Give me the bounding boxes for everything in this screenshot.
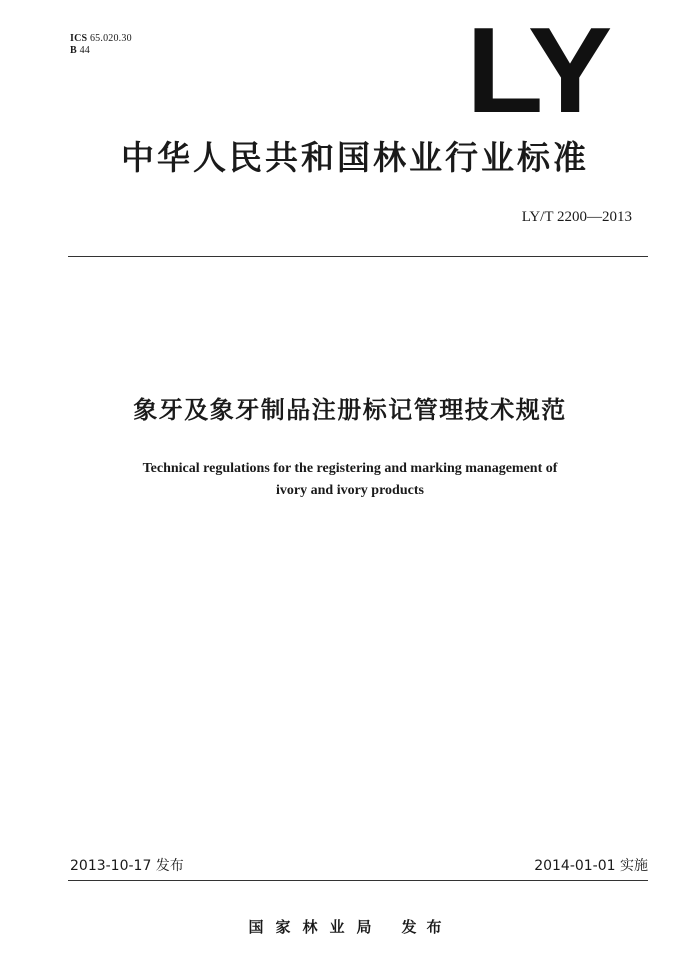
ccs-label: B bbox=[70, 45, 77, 56]
standard-category-title: 中华人民共和国林业行业标准 bbox=[121, 138, 589, 177]
document-title-en bbox=[60, 458, 640, 502]
top-divider bbox=[68, 256, 648, 257]
ly-logo: LY bbox=[466, 2, 609, 138]
document-title-en-line2: ivory and ivory products bbox=[276, 483, 424, 498]
ics-label: ICS bbox=[70, 33, 88, 44]
ics-code: 65.020.30 bbox=[89, 33, 132, 44]
publisher-name: 国家林业局 bbox=[248, 918, 384, 936]
publish-action: 发布 bbox=[401, 918, 452, 936]
publisher-line bbox=[0, 917, 700, 937]
bottom-divider bbox=[68, 880, 648, 881]
document-title-en-line1: Technical regulations for the registering and marking management of bbox=[142, 461, 558, 476]
ccs-code-line bbox=[70, 45, 132, 57]
ccs-code: 44 bbox=[79, 45, 90, 56]
ics-code-line bbox=[70, 33, 132, 45]
classification-codes bbox=[70, 33, 132, 57]
issue-date: 2013-10-17 发布 bbox=[70, 858, 184, 874]
standard-number: LY/T 2200—2013 bbox=[521, 209, 632, 225]
implementation-date: 2014-01-01 实施 bbox=[534, 858, 648, 874]
document-title-cn: 象牙及象牙制品注册标记管理技术规范 bbox=[133, 396, 567, 424]
